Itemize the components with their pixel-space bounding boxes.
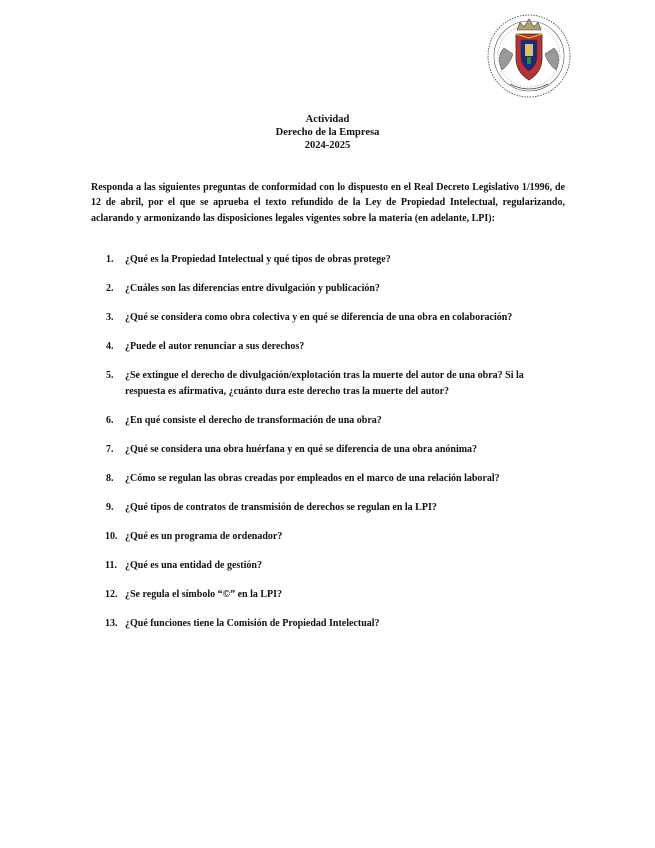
list-item bbox=[91, 529, 565, 545]
item-text: ¿Cómo se regulan las obras creadas por empleados en el marco de una relación laboral? bbox=[125, 473, 500, 484]
list-item bbox=[91, 368, 565, 399]
item-text: ¿Qué se considera una obra huérfana y en qué se diferencia de una obra anónima? bbox=[125, 444, 478, 455]
list-item bbox=[91, 471, 565, 487]
list-item bbox=[91, 587, 565, 603]
item-text: ¿Qué es la Propiedad Intelectual y qué tipos de obras protege? bbox=[125, 254, 391, 265]
item-text: ¿Puede el autor renunciar a sus derechos? bbox=[125, 341, 305, 352]
question-list bbox=[91, 252, 565, 645]
item-number: 6. bbox=[106, 415, 114, 426]
item-text: ¿Se extingue el derecho de divulgación/explotación tras la muerte del autor de una obra? Si la respuesta es afirmativa, ¿cuánto dura este derecho tras la muerte del autor? bbox=[125, 370, 524, 397]
item-number: 11. bbox=[105, 560, 117, 571]
university-seal-icon bbox=[486, 10, 572, 100]
item-text: ¿Qué es un programa de ordenador? bbox=[125, 531, 283, 542]
item-number: 12. bbox=[105, 589, 118, 600]
list-item bbox=[91, 616, 565, 632]
list-item bbox=[91, 339, 565, 355]
item-text: ¿Qué se considera como obra colectiva y en qué se diferencia de una obra en colaboración? bbox=[125, 312, 513, 323]
item-text: ¿Cuáles son las diferencias entre divulgación y publicación? bbox=[125, 283, 380, 294]
item-number: 8. bbox=[106, 473, 114, 484]
item-number: 7. bbox=[106, 444, 114, 455]
item-text: ¿Se regula el símbolo “©” en la LPI? bbox=[125, 589, 283, 600]
item-number: 5. bbox=[106, 370, 114, 381]
item-number: 9. bbox=[106, 502, 114, 513]
item-number: 2. bbox=[106, 283, 114, 294]
item-text: ¿Qué funciones tiene la Comisión de Propiedad Intelectual? bbox=[125, 618, 380, 629]
item-number: 3. bbox=[106, 312, 114, 323]
list-item bbox=[91, 281, 565, 297]
item-number: 1. bbox=[106, 254, 114, 265]
item-text: ¿Qué tipos de contratos de transmisión de derechos se regulan en la LPI? bbox=[125, 502, 437, 513]
list-item bbox=[91, 500, 565, 516]
title-course: Derecho de la Empresa bbox=[275, 127, 380, 138]
item-number: 13. bbox=[105, 618, 118, 629]
list-item bbox=[91, 442, 565, 458]
item-text: ¿Qué es una entidad de gestión? bbox=[125, 560, 262, 571]
document-title bbox=[0, 113, 655, 152]
title-year: 2024-2025 bbox=[304, 140, 351, 151]
item-number: 10. bbox=[105, 531, 118, 542]
list-item bbox=[91, 310, 565, 326]
list-item bbox=[91, 558, 565, 574]
item-number: 4. bbox=[106, 341, 114, 352]
list-item bbox=[91, 252, 565, 268]
item-text: ¿En qué consiste el derecho de transformación de una obra? bbox=[125, 415, 382, 426]
list-item bbox=[91, 413, 565, 429]
intro-paragraph: Responda a las siguientes preguntas de conformidad con lo dispuesto en el Real Decreto Legislativo 1/1996, de 12 de abril, por el que se aprueba el texto refundido de la Ley de Propiedad Intelectual, regularizando, aclarando y armonizando las disposiciones legales vigentes sobre la materia (en adelante, LPI): bbox=[91, 182, 565, 224]
title-activity: Actividad bbox=[305, 114, 350, 125]
